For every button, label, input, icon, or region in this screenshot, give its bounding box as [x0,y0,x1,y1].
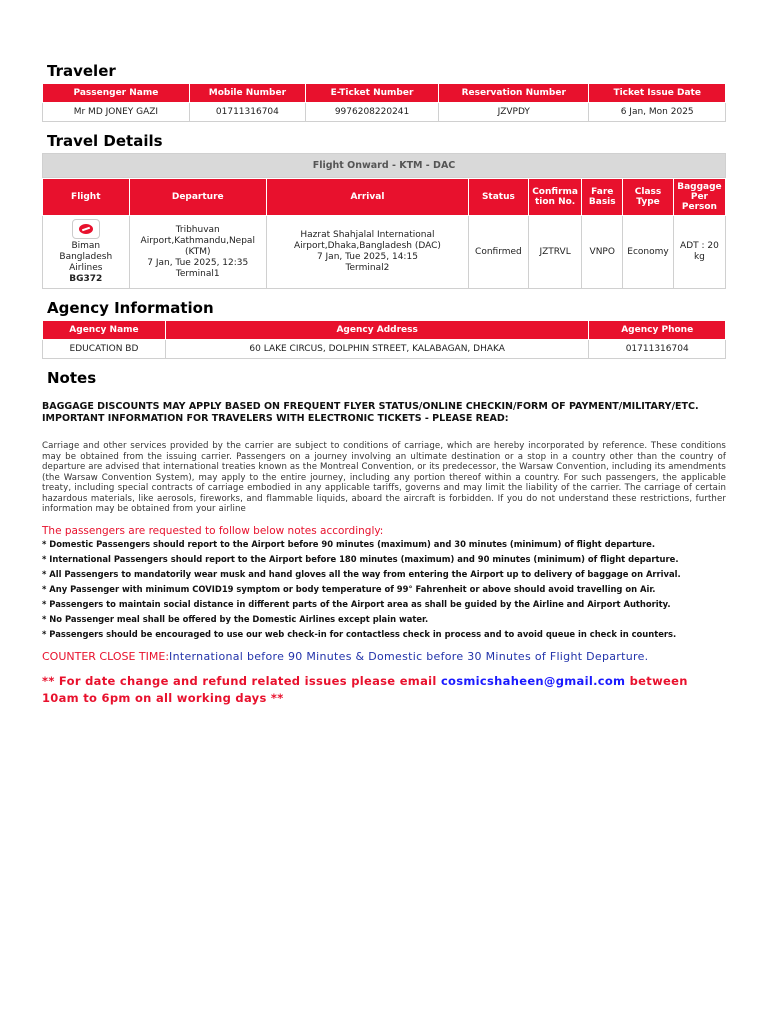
counter-close-time [42,650,726,663]
agency-address: 60 LAKE CIRCUS, DOLPHIN STREET, KALABAGAN, DHAKA [165,340,588,359]
fare-basis: VNPO [582,216,623,289]
agency-name: EDUCATION BD [43,340,166,359]
notes-section [42,369,726,707]
list-item: * Any Passenger with minimum COVID19 symptom or body temperature of 99° Fahrenheit or above should avoid travelling on Air. [42,583,656,594]
mobile-number: 01711316704 [189,103,305,122]
counter-close-text: International before 90 Minutes & Domestic before 30 Minutes of Flight Departure. [169,649,649,663]
agency-header-row [43,321,726,340]
table-row [43,216,726,289]
column-header: Passenger Name [43,84,190,103]
counter-close-label: COUNTER CLOSE TIME: [42,649,170,663]
passenger-name: Mr MD JONEY GAZI [43,103,190,122]
carriage-conditions-paragraph: Carriage and other services provided by the carrier are subject to conditions of carriage, which are hereby incorporated by reference. These conditions may be obtained from the issuing carrier. Passengers on a journey involving an ultimate destination or a stop in a country other than the country of departure are advised that international treaties known as the Montreal Convention, or its predecessor, the Warsaw Convention, including its amendments (the Warsaw Convention System), may apply to the entire journey, including any portion thereof within a country. For such passengers, the applicable treaty, including special contracts of carriage embodied in any applicable tariffs, governs and may limit the liability of the carrier. The carriage of certain hazardous materials, like aerosols, fireworks, and flammable liquids, aboard the aircraft is forbidden. If you do not understand these restrictions, further information may be obtained from your airline [42,441,726,514]
details-header-row [43,179,726,216]
column-header: Agency Address [165,321,588,340]
traveler-heading: Traveler [47,62,116,80]
reservation-number: JZVPDY [439,103,589,122]
traveler-section [42,62,726,122]
arrival-terminal: Terminal2 [345,263,390,273]
agency-section [42,299,726,359]
column-header: Agency Phone [589,321,726,340]
refund-text-before: ** For date change and refund related issues please email [42,673,441,688]
flight-code: BG372 [69,274,103,284]
departure-time: 7 Jan, Tue 2025, 12:35 [147,257,249,268]
table-row [43,103,726,122]
column-header: Ticket Issue Date [589,84,726,103]
traveler-table [42,83,726,122]
agency-heading: Agency Information [47,299,214,317]
departure-terminal: Terminal1 [175,268,220,279]
column-header: Fare Basis [582,179,623,216]
column-header: Mobile Number [189,84,305,103]
column-header: Flight [43,179,130,216]
departure-cell [129,216,266,289]
column-header: Reservation Number [439,84,589,103]
column-header: E-Ticket Number [305,84,438,103]
passenger-rules-list [42,539,726,640]
travel-details-table [42,178,726,289]
airline-name: Biman Bangladesh Airlines [59,241,113,273]
status-value: Confirmed [468,216,528,289]
airline-logo-icon [72,219,100,239]
agency-table [42,320,726,359]
arrival-time: 7 Jan, Tue 2025, 14:15 [316,252,418,262]
ticket-issue-date: 6 Jan, Mon 2025 [589,103,726,122]
flight-cell [43,216,130,289]
travel-details-heading: Travel Details [47,132,163,150]
confirmation-number: JZTRVL [528,216,582,289]
baggage-allowance: ADT : 20 kg [673,216,725,289]
list-item: * No Passenger meal shall be offered by the Domestic Airlines except plain water. [42,613,429,624]
eticket-number: 9976208220241 [305,103,438,122]
refund-notice [42,673,726,707]
notes-baggage-discount [42,401,726,425]
arrival-cell [266,216,468,289]
column-header: Status [468,179,528,216]
class-type: Economy [623,216,674,289]
list-item: * International Passengers should report to the Airport before 180 minutes (maximum) and 90 minutes (minimum) of flight departure. [42,553,679,564]
arrival-airport: Hazrat Shahjalal International Airport,Dhaka,Bangladesh (DAC) [293,230,441,251]
column-header: Baggage Per Person [673,179,725,216]
table-row [43,340,726,359]
baggage-discount-text: BAGGAGE DISCOUNTS MAY APPLY BASED ON FREQUENT FLYER STATUS/ONLINE CHECKIN/FORM OF PAYMENT/MILITARY/ETC. [42,401,699,412]
list-item: * All Passengers to mandatorily wear musk and hand gloves all the way from entering the Airport up to delivery of baggage on Arrival. [42,568,681,579]
column-header: Departure [129,179,266,216]
travel-details-section [42,132,726,289]
agency-phone: 01711316704 [589,340,726,359]
refund-email-link[interactable]: cosmicshaheen@gmail.com [440,673,626,688]
column-header: Confirma tion No. [528,179,582,216]
departure-airport: Tribhuvan Airport,Kathmandu,Nepal (KTM) [140,224,255,257]
list-item: * Domestic Passengers should report to the Airport before 90 minutes (maximum) and 30 minutes (minimum) of flight departure. [42,538,656,549]
list-item: * Passengers should be encouraged to use our web check-in for contactless check in process and to avoid queue in check in counters. [42,628,677,639]
column-header: Agency Name [43,321,166,340]
column-header: Arrival [266,179,468,216]
refund-text-after: between 10am to 6pm on all working days ** [42,673,688,705]
traveler-header-row [43,84,726,103]
list-item: * Passengers to maintain social distance in different parts of the Airport area as shall be guided by the Airline and Airport Authority. [42,598,671,609]
column-header: Class Type [623,179,674,216]
flight-onward-bar: Flight Onward - KTM - DAC [42,153,726,178]
passenger-notes-intro: The passengers are requested to follow below notes accordingly: [42,524,384,537]
important-info-text: IMPORTANT INFORMATION FOR TRAVELERS WITH ELECTRONIC TICKETS - PLEASE READ: [42,413,509,424]
notes-heading: Notes [47,369,97,387]
